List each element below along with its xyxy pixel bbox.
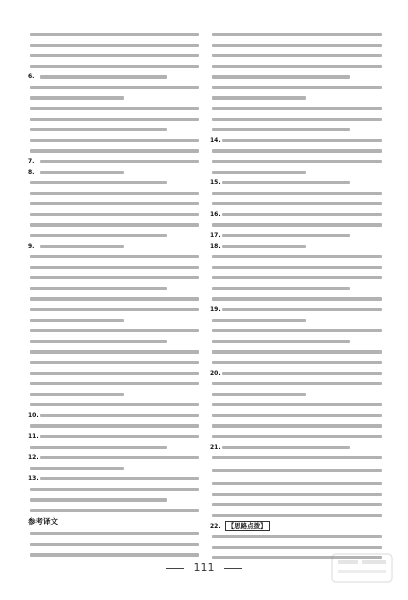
text-line <box>210 305 385 314</box>
text-line <box>210 490 385 499</box>
text-line-placeholder <box>30 361 199 364</box>
text-line <box>210 411 385 420</box>
text-line-placeholder <box>212 503 382 506</box>
text-line-placeholder <box>40 171 124 174</box>
text-line-placeholder <box>212 54 382 57</box>
text-line <box>210 500 385 509</box>
text-line-placeholder <box>212 424 382 427</box>
text-line-placeholder <box>212 287 350 290</box>
text-line <box>28 347 202 356</box>
right-emphasis-lines <box>210 453 385 477</box>
text-line <box>28 453 202 462</box>
text-line <box>28 316 202 325</box>
reference-translation-heading: 参考译文 <box>28 517 58 527</box>
text-line-placeholder <box>212 350 382 353</box>
text-line <box>28 358 202 367</box>
text-line-placeholder <box>212 65 382 68</box>
text-line <box>210 51 385 60</box>
text-line <box>28 210 202 219</box>
text-line <box>210 125 385 134</box>
text-line <box>210 220 385 229</box>
text-line <box>210 358 385 367</box>
item-number: 15. <box>210 179 221 187</box>
text-line-placeholder <box>30 372 199 375</box>
text-line <box>28 51 202 60</box>
item-number: 11. <box>28 432 39 440</box>
text-line <box>210 532 385 541</box>
text-line <box>28 464 202 473</box>
text-line-placeholder <box>30 118 199 121</box>
text-line-placeholder <box>30 553 199 556</box>
text-line-placeholder <box>212 86 382 89</box>
text-line <box>210 41 385 50</box>
text-line-placeholder <box>30 308 199 311</box>
text-line <box>28 390 202 399</box>
text-line <box>210 210 385 219</box>
text-line <box>28 506 202 515</box>
text-line <box>28 474 202 483</box>
text-line <box>210 326 385 335</box>
text-line <box>28 421 202 430</box>
text-line-placeholder <box>30 149 199 152</box>
text-line <box>28 231 202 240</box>
text-line-placeholder <box>212 107 382 110</box>
text-line <box>210 104 385 113</box>
text-line-placeholder <box>30 192 199 195</box>
text-line <box>28 199 202 208</box>
thinking-tip-tag: 【思路点拨】 <box>225 521 270 530</box>
text-line <box>28 252 202 261</box>
text-line-placeholder <box>30 287 167 290</box>
text-line-placeholder <box>212 276 382 279</box>
text-line <box>28 178 202 187</box>
text-line-placeholder <box>222 446 350 449</box>
text-line-placeholder <box>222 372 382 375</box>
text-line <box>28 93 202 102</box>
text-line-placeholder <box>30 403 199 406</box>
text-line-placeholder <box>40 245 124 248</box>
footer-rule-left <box>166 568 184 569</box>
text-line-placeholder <box>40 160 199 163</box>
item-number: 8. <box>28 168 35 176</box>
text-line-placeholder <box>30 340 167 343</box>
text-line-placeholder <box>30 255 199 258</box>
text-line <box>210 453 385 464</box>
right-column <box>210 30 385 560</box>
text-line <box>210 62 385 71</box>
text-line-placeholder <box>222 245 306 248</box>
text-line <box>210 136 385 145</box>
text-line-placeholder <box>30 276 199 279</box>
text-line-placeholder <box>30 181 167 184</box>
text-line-placeholder <box>212 482 382 485</box>
text-line-placeholder <box>222 181 350 184</box>
text-line-placeholder <box>30 213 199 216</box>
item-number: 17. <box>210 231 221 239</box>
item-number: 9. <box>28 242 35 250</box>
text-line <box>210 178 385 187</box>
text-line-placeholder <box>212 393 306 396</box>
text-line <box>210 168 385 177</box>
text-line <box>28 62 202 71</box>
text-line-placeholder <box>30 65 199 68</box>
reference-translation-lines <box>28 529 202 560</box>
item-22-line <box>210 521 385 530</box>
text-line <box>28 220 202 229</box>
text-line <box>210 30 385 39</box>
text-line-placeholder <box>30 107 199 110</box>
text-line <box>28 400 202 409</box>
right-answer-lines-mid <box>210 479 385 520</box>
text-line-placeholder <box>212 149 382 152</box>
text-line-placeholder <box>212 297 382 300</box>
item-number: 16. <box>210 210 221 218</box>
text-line-placeholder <box>212 223 382 226</box>
text-line <box>28 495 202 504</box>
text-line-placeholder <box>30 498 167 501</box>
text-line-placeholder <box>30 96 124 99</box>
text-line <box>28 83 202 92</box>
text-line <box>28 125 202 134</box>
text-line <box>28 337 202 346</box>
text-line <box>210 284 385 293</box>
text-line-placeholder <box>222 139 382 142</box>
text-line-placeholder <box>30 202 199 205</box>
text-line-placeholder <box>30 424 199 427</box>
item-number: 21. <box>210 443 221 451</box>
text-line-placeholder <box>30 223 199 226</box>
text-line-placeholder <box>212 96 306 99</box>
text-line-placeholder <box>30 319 124 322</box>
text-line-placeholder <box>30 382 199 385</box>
item-number: 13. <box>28 475 39 483</box>
text-line <box>210 479 385 488</box>
text-line <box>28 540 202 549</box>
text-line-placeholder <box>30 139 199 142</box>
text-line-placeholder <box>30 44 199 47</box>
text-line <box>28 273 202 282</box>
text-line-placeholder <box>40 435 199 438</box>
text-line <box>210 273 385 282</box>
text-line <box>28 168 202 177</box>
text-line <box>28 443 202 452</box>
text-line-placeholder <box>30 532 199 535</box>
text-line <box>210 511 385 520</box>
right-answer-lines <box>210 30 385 452</box>
text-line <box>210 189 385 198</box>
text-line <box>210 242 385 251</box>
text-line <box>210 294 385 303</box>
text-line-placeholder <box>30 33 199 36</box>
text-line-placeholder <box>212 44 382 47</box>
text-line-placeholder <box>212 118 382 121</box>
text-line-placeholder <box>212 414 382 417</box>
text-line <box>28 550 202 559</box>
footer-rule-right <box>224 568 242 569</box>
text-line-placeholder <box>212 202 382 205</box>
item-number: 12. <box>28 454 39 462</box>
text-line <box>28 432 202 441</box>
text-line <box>28 41 202 50</box>
text-line <box>210 316 385 325</box>
watermark-logo <box>330 550 394 586</box>
text-line <box>28 136 202 145</box>
item-number: 6. <box>28 73 35 81</box>
text-line-placeholder <box>212 171 306 174</box>
text-line <box>210 390 385 399</box>
text-line-placeholder <box>212 535 382 538</box>
text-line-placeholder <box>30 543 199 546</box>
text-line-placeholder <box>212 493 382 496</box>
text-line <box>210 369 385 378</box>
item-number: 22. <box>210 523 221 531</box>
text-line-placeholder <box>212 435 382 438</box>
item-number: 18. <box>210 242 221 250</box>
text-line <box>210 443 385 452</box>
text-line-placeholder <box>212 456 382 459</box>
left-answer-lines <box>28 30 202 515</box>
text-line <box>28 189 202 198</box>
text-line <box>210 146 385 155</box>
item-number: 10. <box>28 411 39 419</box>
text-line-placeholder <box>212 403 382 406</box>
text-line-placeholder <box>212 75 350 78</box>
text-line <box>28 305 202 314</box>
text-line <box>28 529 202 538</box>
text-line <box>28 326 202 335</box>
text-line-placeholder <box>212 469 382 472</box>
text-line <box>210 347 385 356</box>
text-line-placeholder <box>212 128 350 131</box>
text-line <box>28 263 202 272</box>
text-line <box>210 379 385 388</box>
text-line <box>210 72 385 81</box>
text-line <box>28 146 202 155</box>
text-line <box>28 369 202 378</box>
text-line-placeholder <box>30 266 199 269</box>
text-line-placeholder <box>30 488 199 491</box>
text-line-placeholder <box>30 393 124 396</box>
text-line <box>210 337 385 346</box>
text-line-placeholder <box>212 514 382 517</box>
text-line-placeholder <box>212 382 382 385</box>
text-line-placeholder <box>30 234 167 237</box>
item-number: 20. <box>210 369 221 377</box>
text-line <box>210 252 385 261</box>
text-line-placeholder <box>212 192 382 195</box>
text-line <box>210 83 385 92</box>
text-line <box>210 199 385 208</box>
text-line-placeholder <box>40 477 199 480</box>
text-line <box>28 115 202 124</box>
text-line-placeholder <box>212 33 382 36</box>
text-line-placeholder <box>212 546 382 549</box>
text-line-placeholder <box>212 361 382 364</box>
item-number: 7. <box>28 157 35 165</box>
text-line-placeholder <box>30 297 199 300</box>
text-line-placeholder <box>212 266 382 269</box>
text-line-placeholder <box>212 329 382 332</box>
text-line <box>28 157 202 166</box>
text-line-placeholder <box>222 308 382 311</box>
text-line <box>210 263 385 272</box>
text-line-placeholder <box>40 75 167 78</box>
text-line <box>28 30 202 39</box>
text-line <box>28 379 202 388</box>
text-line-placeholder <box>30 446 167 449</box>
text-line-placeholder <box>30 329 199 332</box>
text-line <box>210 400 385 409</box>
text-line <box>210 421 385 430</box>
left-column <box>28 30 202 560</box>
page-number: 111 <box>193 561 215 574</box>
text-line-placeholder <box>30 86 199 89</box>
text-line-placeholder <box>212 340 350 343</box>
text-line-placeholder <box>30 54 199 57</box>
text-line-placeholder <box>222 234 350 237</box>
text-line-placeholder <box>30 128 167 131</box>
text-line-placeholder <box>40 456 199 459</box>
text-line <box>28 485 202 494</box>
text-line <box>210 466 385 477</box>
text-line <box>28 284 202 293</box>
text-line-placeholder <box>212 160 382 163</box>
text-line <box>210 115 385 124</box>
text-line <box>28 242 202 251</box>
text-line-placeholder <box>212 255 382 258</box>
text-line-placeholder <box>40 414 199 417</box>
item-number: 14. <box>210 136 221 144</box>
text-line <box>210 93 385 102</box>
text-line <box>28 72 202 81</box>
text-line <box>28 104 202 113</box>
text-line-placeholder <box>30 509 199 512</box>
item-number: 19. <box>210 306 221 314</box>
text-line <box>210 432 385 441</box>
text-line-placeholder <box>222 213 382 216</box>
text-line <box>28 294 202 303</box>
text-line-placeholder <box>30 350 199 353</box>
text-line-placeholder <box>212 319 306 322</box>
text-line <box>210 231 385 240</box>
text-line-placeholder <box>30 467 124 470</box>
text-line <box>28 411 202 420</box>
text-line <box>210 157 385 166</box>
